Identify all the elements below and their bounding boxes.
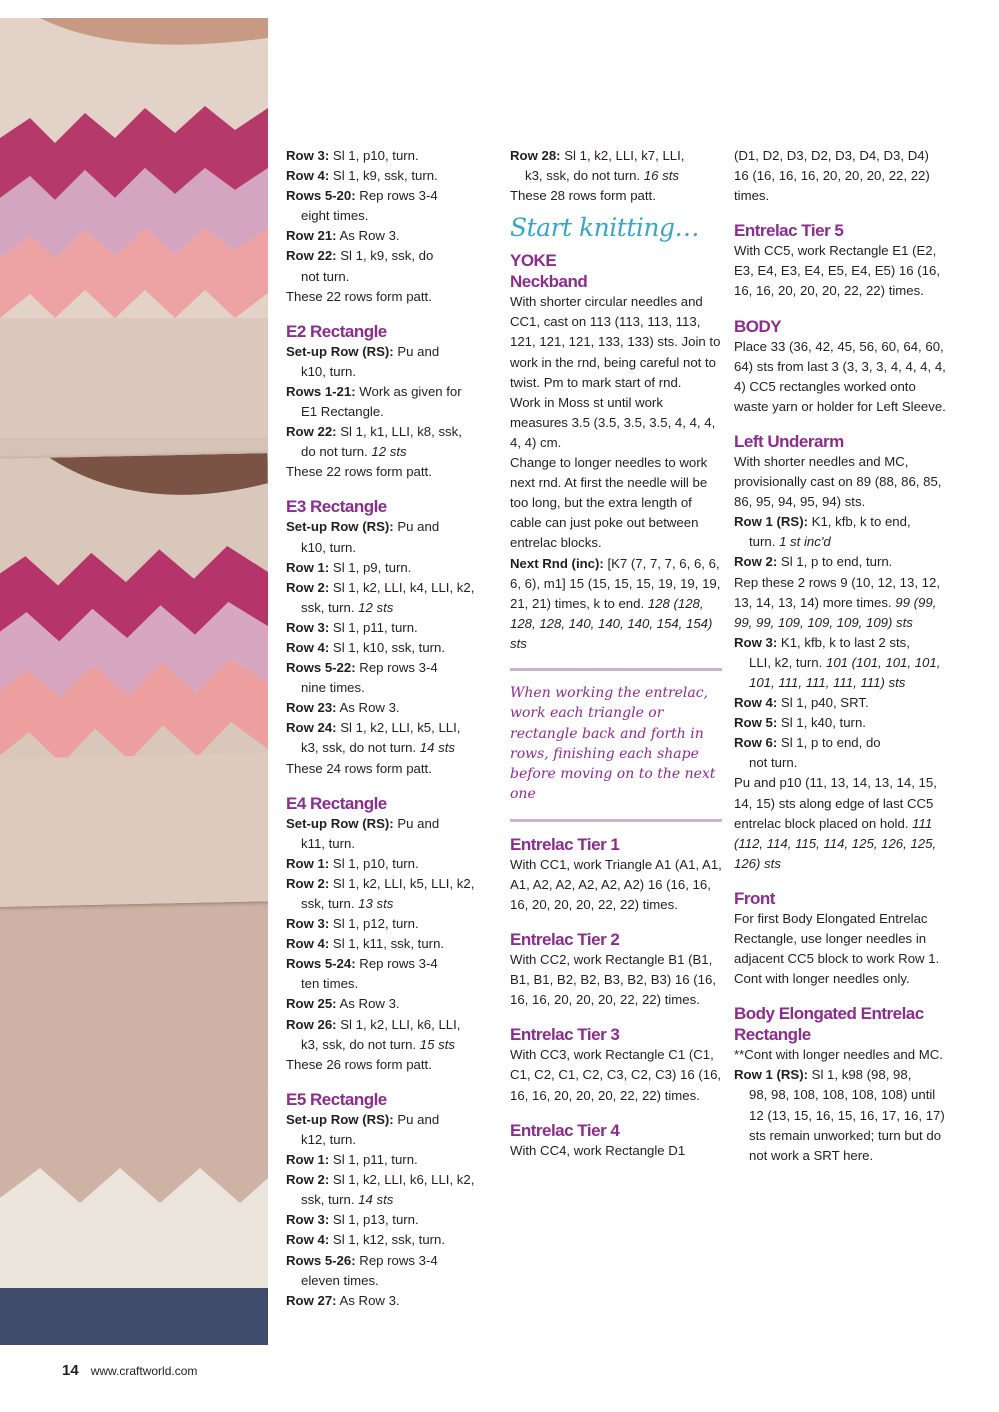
row-continuation: do not turn. [301,444,368,460]
row-label: Rows 5-22: [286,660,356,676]
row-continuation: 98, 98, 108, 108, 108, 108) until 12 (13, 15, 16, 15, 16, 17, 16, 17) sts remain unworked; turn but do not work a SRT here. [749,1087,945,1163]
section-heading: Entrelac Tier 4 [510,1120,620,1140]
row-text: [K7 (7, 7, 7, 6, 6, 6, 6, 6), m1] 15 (15, 15, 15, 19, 19, 19, 21, 21) times, k to end. [510,555,721,611]
row-text: Rep rows 3-4 [359,1252,438,1268]
row-text: Sl 1, p10, turn. [332,148,419,163]
row-label: Row 1 (RS): [734,514,808,530]
entrelac-tier-5 [734,220,946,301]
row-continuation: ten times. [301,976,359,992]
section-heading: YOKE [510,251,557,271]
row-label: Row 22: [286,424,337,440]
e5-rectangle [286,1089,498,1311]
row-label: Row 3: [286,148,330,163]
stitch-count: 15 sts [419,1036,455,1052]
pattern-closing: These 26 rows form patt. [286,1056,432,1072]
section-heading: E4 Rectangle [286,793,387,813]
row-label: Row 2: [286,579,330,595]
row-text: Sl 1, k40, turn. [780,715,866,731]
instruction-paragraph: Place 33 (36, 42, 45, 56, 60, 64, 60, 64) sts from last 3 (3, 3, 3, 4, 4, 4, 4, 4) CC5 rectangles worked onto waste yarn or holder for Left Sleeve. [734,338,946,414]
row-continuation: nine times. [301,680,365,696]
row-text: Rep rows 3-4 [359,956,438,972]
row-label: Row 23: [286,700,337,716]
row-text: Pu and [397,1111,440,1127]
section-heading: Entrelac Tier 2 [510,930,620,950]
row-text: Sl 1, p10, turn. [332,855,419,871]
stitch-count: 1 st inc'd [779,534,831,550]
e1-rectangle-end [286,146,498,307]
row-text: Sl 1, k9, ssk, turn. [332,168,438,184]
row-label: Row 4: [286,639,330,655]
column-2 [510,146,722,1175]
row-continuation: ssk, turn. [301,1192,355,1208]
instruction-paragraph: With CC5, work Rectangle E1 (E2, E3, E4, E3, E4, E5, E4, E5) 16 (16, 16, 16, 20, 20, 20, 22, 22) times. [734,243,940,299]
row-text: Sl 1, p to end, turn. [780,554,893,570]
e3-rectangle [286,496,498,778]
e2-rectangle [286,321,498,483]
stitch-count: 12 sts [358,599,394,615]
stitch-count: 14 sts [358,1192,394,1208]
row-continuation: k3, ssk, do not turn. [525,168,641,184]
row-continuation: k12, turn. [301,1131,356,1147]
row-text: Sl 1, k12, ssk, turn. [332,1232,446,1248]
stitch-count: 13 sts [358,896,394,911]
row-text: Sl 1, k1, LLI, k8, ssk, [340,424,462,440]
e4-rectangle [286,793,498,1075]
column-3 [734,146,946,1180]
tip-callout: When working the entrelac, work each triangle or rectangle back and forth in rows, finishing each shape before moving on to the next one [510,684,716,803]
row-text: Pu and [397,343,440,359]
sweater-closeup-photo [0,453,268,907]
row-text: Sl 1, p11, turn. [332,619,418,635]
row-label: Row 4: [286,936,330,952]
instruction-paragraph: With CC2, work Rectangle B1 (B1, B1, B1, B2, B2, B3, B2, B3) 16 (16, 16, 16, 20, 20, 20, 22, 22) times. [510,952,716,1008]
instruction-paragraph: With shorter circular needles and CC1, cast on 113 (113, 113, 113, 121, 121, 121, 133, 133) sts. Join to work in the rnd, being careful not to twist. Pm to mark start of rnd. [510,294,721,390]
instruction-paragraph: **Cont with longer needles and MC. [734,1047,943,1063]
row-label: Row 2: [286,875,330,891]
row-label: Rows 5-20: [286,188,356,204]
row-label: Row 4: [286,1232,330,1248]
body-section [734,316,946,417]
instruction-paragraph: With CC4, work Rectangle D1 [510,1142,686,1158]
row-continuation: eight times. [301,208,369,224]
row-label: Row 26: [286,1016,337,1032]
row-text: Pu and [397,519,440,535]
instruction-paragraph: With shorter needles and MC, provisionally cast on 89 (88, 86, 85, 86, 95, 94, 95, 94) sts. [734,453,942,510]
row-label: Set-up Row (RS): [286,1111,394,1127]
row-text: Sl 1, p40, SRT. [780,695,869,711]
pattern-closing: These 24 rows form patt. [286,760,432,776]
entrelac-tier-4 [510,1120,722,1161]
divider [510,668,722,671]
stitch-count: 111 (112, 114, 115, 114, 125, 126, 125, 126) sts [734,815,937,871]
section-heading: Front [734,888,775,908]
entrelac-tier-3 [510,1024,722,1105]
row-text: Sl 1, k2, LLI, k5, LLI, k2, [332,875,475,891]
row-continuation: k3, ssk, do not turn. [301,740,417,756]
row-continuation: k3, ssk, do not turn. [301,1036,417,1052]
row-label: Set-up Row (RS): [286,343,394,359]
page-footer [62,1362,197,1379]
row-text: Sl 1, k2, LLI, k5, LLI, [340,720,461,736]
pattern-closing: These 22 rows form patt. [286,288,432,304]
entrelac-tier-2 [510,929,722,1010]
section-heading: Entrelac Tier 1 [510,834,620,854]
section-heading: Entrelac Tier 3 [510,1025,620,1045]
row-text: Rep these 2 rows 9 (10, 12, 13, 12, 13, 14, 13, 14) more times. [734,574,940,610]
sweater-photo [0,18,268,1345]
row-label: Row 3: [286,916,330,932]
row-continuation: ssk, turn. [301,599,355,615]
row-label: Row 21: [286,228,337,244]
row-continuation: E1 Rectangle. [301,404,384,420]
row-label: Row 1 (RS): [734,1067,808,1083]
section-heading: Left Underarm [734,431,844,451]
instruction-paragraph: With CC1, work Triangle A1 (A1, A1, A1, A2, A2, A2, A2, A2) 16 (16, 16, 16, 20, 20, 20, 22, 22) times. [510,856,722,912]
column-1 [286,146,498,1325]
website-url: www.craftworld.com [90,1364,198,1378]
row-label: Row 5: [734,715,778,731]
row-continuation: not turn. [301,268,350,284]
row-text: Sl 1, k2, LLI, k6, LLI, k2, [332,1172,475,1188]
row-text: Sl 1, p13, turn. [332,1212,419,1228]
row-label: Rows 5-26: [286,1252,356,1268]
row-label: Row 3: [286,619,330,635]
row-continuation: eleven times. [301,1272,379,1288]
row-label: Next Rnd (inc): [510,555,604,571]
row-text: Rep rows 3-4 [359,660,438,676]
row-text: Sl 1, k2, LLI, k7, LLI, [564,148,685,163]
row-continuation: k10, turn. [301,539,356,555]
row-text: K1, kfb, k to end, [811,514,911,530]
section-heading: Body Elongated Entrelac Rectangle [734,1004,924,1045]
pattern-closing: These 28 rows form patt. [510,188,656,204]
stitch-count: 14 sts [419,740,455,756]
row-text: Rep rows 3-4 [359,188,438,204]
yoke-neckband [510,250,722,654]
row-continuation: turn. [749,534,776,550]
row-label: Row 2: [734,554,778,570]
row-label: Row 1: [286,855,330,871]
row-label: Row 6: [734,735,778,751]
pattern-closing: These 22 rows form patt. [286,464,432,480]
row-label: Row 3: [286,1212,330,1228]
row-text: Pu and [397,815,440,831]
section-heading: Entrelac Tier 5 [734,221,844,241]
front-section [734,888,946,989]
body-elongated-rectangle [734,1003,946,1166]
row-text: Sl 1, k10, ssk, turn. [332,639,446,655]
row-continuation: k11, turn. [301,835,355,851]
row-label: Set-up Row (RS): [286,815,394,831]
row-text: As Row 3. [339,228,400,244]
row-label: Rows 5-24: [286,956,356,972]
row-text: Sl 1, k11, ssk, turn. [332,936,445,952]
stitch-count: 99 (99, 99, 99, 109, 109, 109, 109) sts [734,594,937,630]
row-text: As Row 3. [339,700,400,716]
row-label: Row 3: [734,634,778,650]
row-continuation: LLI, k2, turn. [749,654,823,670]
row-label: Row 1: [286,1152,330,1168]
left-underarm [734,431,946,874]
row-text: K1, kfb, k to last 2 sts, [780,634,910,650]
row-text: Sl 1, p12, turn. [332,916,419,932]
row-label: Rows 1-21: [286,383,356,399]
row-text: Sl 1, p9, turn. [332,559,412,575]
section-heading: E5 Rectangle [286,1089,387,1109]
instruction-paragraph: With CC3, work Rectangle C1 (C1, C1, C2, C1, C2, C3, C2, C3) 16 (16, 16, 16, 20, 20, 20, 22, 22) times. [510,1047,722,1103]
row-text: As Row 3. [339,1292,400,1308]
page-number: 14 [62,1362,79,1379]
entrelac-tier-4-end [734,146,946,206]
row-continuation: not turn. [749,755,798,771]
instruction-paragraph: Change to longer needles to work next rnd. At first the needle will be too long, but the extra length of cable can just poke out between entrelac blocks. [510,455,708,551]
row-continuation: ssk, turn. [301,896,355,911]
row-text: Sl 1, p11, turn. [332,1152,418,1168]
section-heading: BODY [734,316,782,336]
row-label: Row 2: [286,1172,330,1188]
row-label: Row 24: [286,720,337,736]
row-continuation: k10, turn. [301,363,356,379]
row-text: Pu and p10 (11, 13, 14, 13, 14, 15, 14, 15) sts along edge of last CC5 entrelac block placed on hold. [734,775,937,831]
row-text: Work as given for [359,383,462,399]
divider [510,819,722,822]
row-text: Sl 1, p to end, do [780,735,881,751]
entrelac-tier-1 [510,834,722,915]
row-label: Row 25: [286,996,337,1012]
start-knitting-heading: Start knitting… [510,213,699,243]
row-label: Row 1: [286,559,330,575]
row-label: Row 4: [734,695,778,711]
row-text: Sl 1, k98 (98, 98, [811,1067,912,1083]
row-text: Sl 1, k9, ssk, do [340,248,434,264]
row-text: As Row 3. [339,996,400,1012]
stitch-count: 128 (128, 128, 128, 140, 140, 140, 154, 154) sts [510,595,713,651]
row-text: Sl 1, k2, LLI, k4, LLI, k2, [332,579,475,595]
subsection-heading: Neckband [510,272,588,292]
row-label: Set-up Row (RS): [286,519,394,535]
e5-rectangle-end [510,146,722,206]
stitch-count: 101 (101, 101, 101, 101, 111, 111, 111, 111) sts [749,654,941,690]
stitch-count: 12 sts [371,444,407,460]
stitch-count: 16 sts [643,168,679,184]
instruction-paragraph: For first Body Elongated Entrelac Rectangle, use longer needles in adjacent CC5 block to work Row 1. Cont with longer needles only. [734,910,940,987]
row-label: Row 27: [286,1292,337,1308]
row-label: Row 28: [510,148,561,163]
section-heading: E3 Rectangle [286,497,387,517]
sweater-closeup-illustration [0,453,268,907]
instruction-paragraph: Work in Moss st until work measures 3.5 (3.5, 3.5, 3.5, 4, 4, 4, 4, 4) cm. [510,394,716,450]
section-heading: E2 Rectangle [286,321,387,341]
row-label: Row 22: [286,248,337,264]
row-text: Sl 1, k2, LLI, k6, LLI, [340,1016,461,1032]
instruction-paragraph: (D1, D2, D3, D2, D3, D4, D3, D4) 16 (16, 16, 16, 20, 20, 20, 22, 22) times. [734,148,930,204]
row-label: Row 4: [286,168,330,184]
